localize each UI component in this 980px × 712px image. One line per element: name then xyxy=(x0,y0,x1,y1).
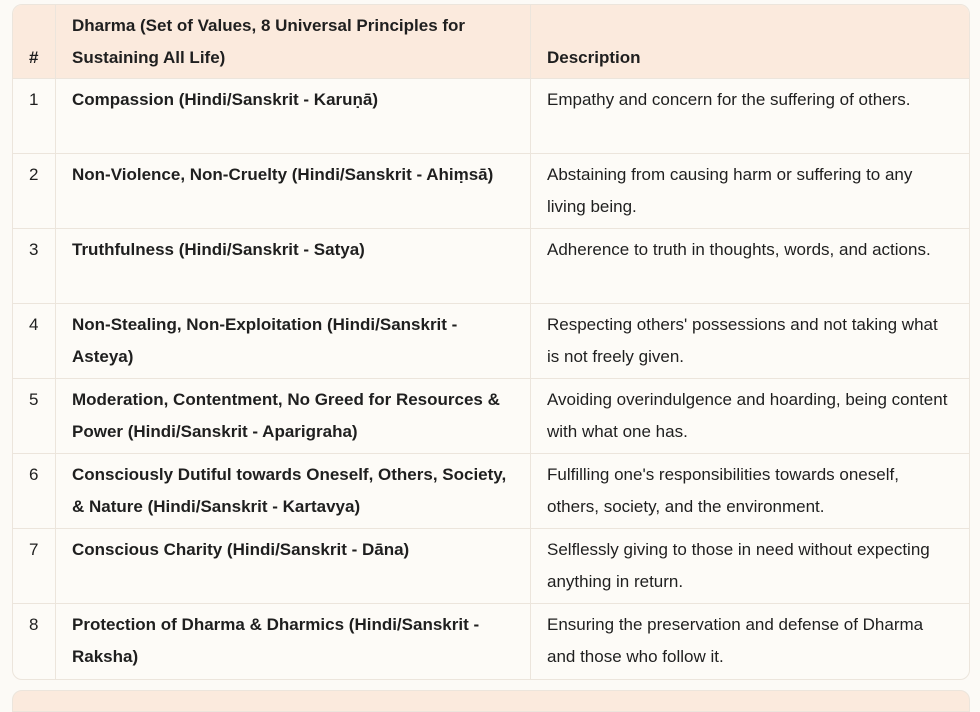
row-number: 8 xyxy=(13,604,56,679)
row-description: Avoiding overindulgence and hoarding, being content with what one has. xyxy=(531,379,970,454)
table-row xyxy=(13,154,969,229)
table-row xyxy=(13,229,969,304)
table-row xyxy=(13,604,969,679)
header-description: Description xyxy=(531,5,970,79)
row-number: 4 xyxy=(13,304,56,379)
header-dharma: Dharma (Set of Values, 8 Universal Principles for Sustaining All Life) xyxy=(56,5,531,79)
table-row xyxy=(13,304,969,379)
row-number: 2 xyxy=(13,154,56,229)
row-description: Selflessly giving to those in need without expecting anything in return. xyxy=(531,529,970,604)
row-number: 1 xyxy=(13,79,56,154)
row-principle: Moderation, Contentment, No Greed for Resources & Power (Hindi/Sanskrit - Aparigraha) xyxy=(56,379,531,454)
row-number: 6 xyxy=(13,454,56,529)
row-number: 3 xyxy=(13,229,56,304)
row-description: Respecting others' possessions and not taking what is not freely given. xyxy=(531,304,970,379)
row-description: Empathy and concern for the suffering of others. xyxy=(531,79,970,154)
row-description: Fulfilling one's responsibilities towards oneself, others, society, and the environment. xyxy=(531,454,970,529)
row-principle: Consciously Dutiful towards Oneself, Others, Society, & Nature (Hindi/Sanskrit - Kartavya) xyxy=(56,454,531,529)
row-principle: Truthfulness (Hindi/Sanskrit - Satya) xyxy=(56,229,531,304)
table-row xyxy=(13,454,969,529)
header-number: # xyxy=(13,5,56,79)
next-table-header xyxy=(12,690,970,712)
dharma-table xyxy=(12,4,970,680)
row-description: Ensuring the preservation and defense of Dharma and those who follow it. xyxy=(547,615,924,666)
row-principle: Protection of Dharma & Dharmics (Hindi/Sanskrit - Raksha) xyxy=(56,604,531,679)
row-principle: Non-Stealing, Non-Exploitation (Hindi/Sanskrit - Asteya) xyxy=(56,304,531,379)
row-principle: Non-Violence, Non-Cruelty (Hindi/Sanskrit - Ahiṃsā) xyxy=(56,154,531,229)
table-row xyxy=(13,379,969,454)
table-row xyxy=(13,529,969,604)
row-description: Adherence to truth in thoughts, words, and actions. xyxy=(531,229,970,304)
row-number: 7 xyxy=(13,529,56,604)
table-row xyxy=(13,79,969,154)
row-principle: Conscious Charity (Hindi/Sanskrit - Dāna) xyxy=(56,529,531,604)
row-number: 5 xyxy=(13,379,56,454)
table-header-row xyxy=(13,5,969,79)
row-principle: Compassion (Hindi/Sanskrit - Karuṇā) xyxy=(56,79,531,154)
row-description: Abstaining from causing harm or suffering to any living being. xyxy=(531,154,970,229)
